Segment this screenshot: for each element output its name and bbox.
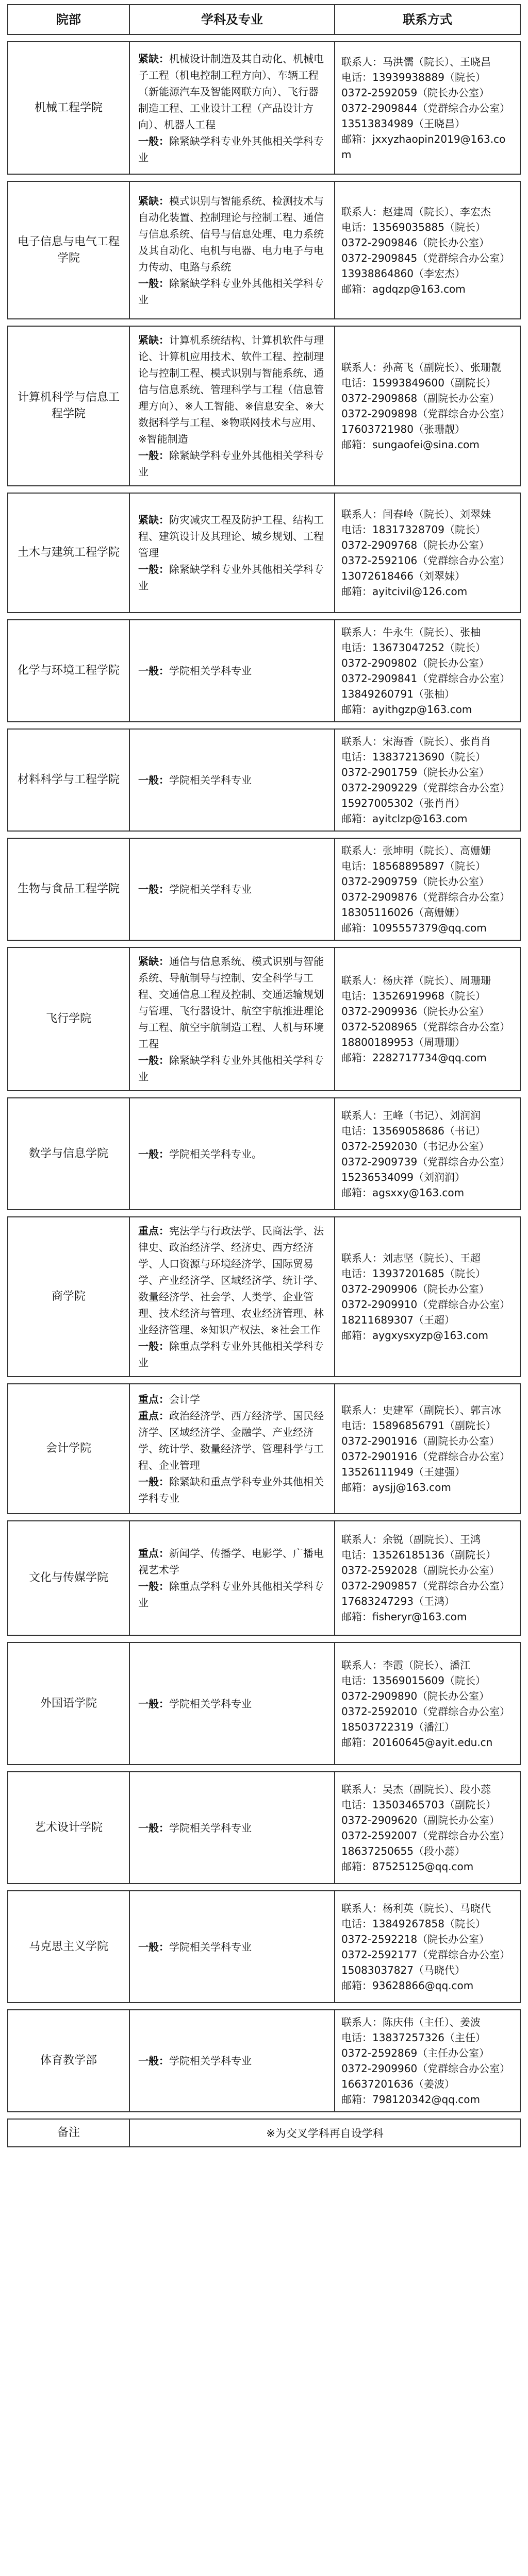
discipline-paragraph — [138, 275, 326, 308]
table-row — [7, 838, 521, 941]
discipline-label: 一般： — [138, 1340, 169, 1352]
table-row — [7, 1520, 521, 1636]
contact-line: 0372-2592106（党群综合办公室） — [341, 554, 510, 567]
contact-line: 电话：13503465703（副院长） — [341, 1798, 496, 1811]
contact-line: 18211689307（王超） — [341, 1314, 455, 1326]
discipline-paragraph — [138, 50, 326, 133]
contact-line: 0372-2909845（党群综合办公室） — [341, 251, 510, 264]
discipline-paragraph — [138, 561, 326, 594]
contact-line: 联系人：宋海香（院长）、张肖肖 — [341, 735, 491, 748]
contact-line: 16637201636（姜波） — [341, 2078, 455, 2090]
discipline-cell — [130, 1643, 335, 1764]
discipline-paragraph — [138, 447, 326, 480]
discipline-label: 一般： — [138, 1697, 169, 1710]
contact-line: 联系人：马洪儒（院长）、王晓昌 — [341, 55, 491, 68]
discipline-paragraph — [138, 1820, 326, 1836]
contact-line: 0372-2592007（党群综合办公室） — [341, 1829, 510, 1842]
discipline-text: 机械设计制造及其自动化、机械电子工程（机电控制工程方向）、车辆工程（新能源汽车及智能网联方向）、飞行器制造工程、工业设计工程（产品设计方向）、机器人工程 — [138, 52, 324, 131]
discipline-paragraph — [138, 332, 326, 447]
contact-line: 0372-2909857（党群综合办公室） — [341, 1580, 510, 1592]
discipline-text: 模式识别与智能系统、检测技术与自动化装置、控制理论与控制工程、通信与信息系统、信号与信息处理、电力系统及其自动化、电机与电器、电力电子与电力传动、电路与系统 — [138, 194, 324, 273]
contact-line: 0372-2909229（党群综合办公室） — [341, 782, 510, 794]
department-name: 数学与信息学院 — [8, 1098, 130, 1209]
contact-line: 0372-2909876（党群综合办公室） — [341, 891, 510, 903]
discipline-label: 一般： — [138, 2055, 169, 2067]
contact-line: 联系人：闫春岭（院长）、刘翠妹 — [341, 508, 491, 520]
discipline-text: 学院相关学科专业。 — [169, 1147, 262, 1160]
contact-line: 15927005302（张肖肖） — [341, 797, 465, 809]
contact-line: 电话：13526919968（院长） — [341, 990, 486, 1002]
contact-cell — [335, 1384, 520, 1513]
contact-line: 0372-2909890（院长办公室） — [341, 1689, 490, 1702]
discipline-label: 一般： — [138, 449, 169, 462]
contact-line: 0372-2909844（党群综合办公室） — [341, 101, 510, 114]
table-row — [7, 2009, 521, 2112]
discipline-paragraph — [138, 1146, 326, 1162]
discipline-paragraph — [138, 1473, 326, 1506]
department-name: 会计学院 — [8, 1384, 130, 1513]
contact-line: 0372-2909906（院长办公室） — [341, 1283, 490, 1295]
discipline-text: 学院相关学科专业 — [169, 774, 252, 786]
department-name: 机械工程学院 — [8, 42, 130, 174]
discipline-label: 一般： — [138, 1054, 169, 1066]
discipline-text: 防灾减灾工程及防护工程、结构工程、建筑设计及其理论、城乡规划、工程管理 — [138, 514, 324, 559]
contact-line: 15083037827（马晓代） — [341, 1963, 465, 1976]
discipline-label: 一般： — [138, 774, 169, 786]
table-row — [7, 181, 521, 319]
discipline-paragraph — [138, 512, 326, 561]
contact-line: 13513834989（王晓昌） — [341, 117, 465, 130]
table-header — [7, 4, 521, 35]
contact-line: 联系人：刘志坚（院长）、王超 — [341, 1252, 481, 1264]
discipline-label: 一般： — [138, 277, 169, 290]
contact-line: 0372-2909841（党群综合办公室） — [341, 672, 510, 685]
table-row — [7, 41, 521, 175]
table-row — [7, 1383, 521, 1514]
contact-cell — [335, 327, 520, 485]
discipline-text: 学院相关学科专业 — [169, 1821, 252, 1834]
header-contact: 联系方式 — [403, 12, 452, 27]
contact-line: 电话：15896856791（副院长） — [341, 1419, 496, 1432]
contact-line: 联系人：孙高飞（副院长）、张珊靓 — [341, 361, 501, 374]
department-name: 土木与建筑工程学院 — [8, 494, 130, 612]
contact-line: 联系人：李霞（院长）、潘江 — [341, 1658, 470, 1671]
discipline-paragraph — [138, 1223, 326, 1338]
contact-line: 0372-2592059（院长办公室） — [341, 86, 490, 99]
contact-line: 联系人：王峰（书记）、刘润润 — [341, 1109, 481, 1122]
discipline-label: 紧缺： — [138, 52, 169, 65]
contact-line: 电话：13849267858（院长） — [341, 1917, 486, 1930]
department-name: 艺术设计学院 — [8, 1772, 130, 1883]
table-row — [7, 1216, 521, 1377]
contact-cell — [335, 1891, 520, 2002]
contact-cell — [335, 730, 520, 831]
contact-line: 0372-2592030（书记办公室） — [341, 1140, 490, 1153]
contact-line: 联系人：张坤明（院长）、高姗姗 — [341, 844, 491, 857]
contact-email: 邮箱：798120342@qq.com — [341, 2093, 480, 2106]
contact-line: 联系人：余锐（副院长）、王鸿 — [341, 1533, 481, 1546]
contact-line: 电话：18317328709（院长） — [341, 523, 486, 536]
contact-line: 联系人：陈庆伟（主任）、姜波 — [341, 2016, 481, 2028]
contact-cell — [335, 1098, 520, 1209]
contact-line: 0372-2592010（党群综合办公室） — [341, 1705, 510, 1718]
discipline-text: 除紧缺学科专业外其他相关学科专业 — [138, 277, 324, 306]
discipline-cell — [130, 1217, 335, 1376]
recruitment-table — [7, 4, 521, 2147]
discipline-label: 一般： — [138, 563, 169, 575]
contact-line: 0372-5208965（党群综合办公室） — [341, 1021, 510, 1033]
department-name: 化学与环境工程学院 — [8, 620, 130, 721]
contact-email: 邮箱：jxxyzhaopin2019@163.com — [341, 132, 506, 161]
contact-line: 电话：13937201685（院长） — [341, 1267, 486, 1280]
discipline-text: 计算机系统结构、计算机软件与理论、计算机应用技术、软件工程、控制理论与控制工程、模式识别与智能系统、通信与信息系统、管理科学与工程（信息管理方向）、※人工智能、※信息安全、※大数据科学与工程、※物联网技术与应用、※智能制造 — [138, 334, 324, 445]
department-name: 材料科学与工程学院 — [8, 730, 130, 831]
discipline-text: 学院相关学科专业 — [169, 1940, 252, 1953]
contact-line: 联系人：史建军（副院长）、郭言冰 — [341, 1404, 501, 1416]
discipline-text: 除紧缺学科专业外其他相关学科专业 — [138, 1054, 324, 1083]
contact-line: 0372-2909960（党群综合办公室） — [341, 2062, 510, 2075]
contact-email: 邮箱：aygxysxyzp@163.com — [341, 1329, 488, 1342]
contact-line: 联系人：杨利英（院长）、马晓代 — [341, 1902, 491, 1914]
discipline-label: 一般： — [138, 883, 169, 895]
discipline-text: 学院相关学科专业 — [169, 1697, 252, 1710]
contact-email: 邮箱：93628866@qq.com — [341, 1979, 474, 1992]
header-department: 院部 — [8, 5, 130, 34]
discipline-cell — [130, 1098, 335, 1209]
discipline-paragraph — [138, 663, 326, 679]
table-body — [7, 41, 521, 2112]
table-row — [7, 1097, 521, 1210]
discipline-cell — [130, 494, 335, 612]
discipline-paragraph — [138, 1696, 326, 1712]
discipline-text: 除紧缺学科专业外其他相关学科专业 — [138, 134, 324, 164]
contact-cell — [335, 2010, 520, 2111]
discipline-text: 除紧缺学科专业外其他相关学科专业 — [138, 449, 324, 478]
department-name: 马克思主义学院 — [8, 1891, 130, 2002]
discipline-text: 学院相关学科专业 — [169, 665, 252, 677]
contact-line: 电话：13939938889（院长） — [341, 71, 486, 83]
department-name: 计算机科学与信息工程学院 — [8, 327, 130, 485]
table-row — [7, 1642, 521, 1765]
contact-line: 0372-2592177（党群综合办公室） — [341, 1948, 510, 1961]
contact-email: 邮箱：sungaofei@sina.com — [341, 438, 480, 451]
table-row — [7, 619, 521, 722]
contact-line: 13072618466（刘翠妹） — [341, 570, 465, 582]
discipline-cell — [130, 2010, 335, 2111]
discipline-paragraph — [138, 1052, 326, 1085]
discipline-paragraph — [138, 1545, 326, 1578]
table-row — [7, 1771, 521, 1884]
discipline-label: 一般： — [138, 1476, 169, 1488]
contact-email: 邮箱：ayitclzp@163.com — [341, 812, 468, 825]
discipline-paragraph — [138, 953, 326, 1052]
discipline-cell — [130, 182, 335, 318]
contact-line: 电话：15993849600（副院长） — [341, 377, 496, 389]
table-row — [7, 947, 521, 1091]
contact-line: 0372-2909739（党群综合办公室） — [341, 1155, 510, 1168]
contact-email: 邮箱：1095557379@qq.com — [341, 922, 487, 934]
discipline-paragraph — [138, 1338, 326, 1371]
discipline-text: 宪法学与行政法学、民商法学、法律史、政治经济学、经济史、西方经济学、人口资源与环境经济学、国际贸易学、产业经济学、区域经济学、统计学、数量经济学、社会学、人类学、企业管理、技术经济与管理、农业经济管理、林业经济管理、※知识产权法、※社会工作 — [138, 1225, 324, 1336]
table-row — [7, 493, 521, 613]
discipline-text: 新闻学、传播学、电影学、广播电视艺术学 — [138, 1547, 324, 1576]
contact-line: 0372-2909910（党群综合办公室） — [341, 1298, 510, 1311]
discipline-paragraph — [138, 1578, 326, 1611]
contact-email: 邮箱：2282717734@qq.com — [341, 1052, 487, 1064]
discipline-label: 重点： — [138, 1547, 169, 1560]
contact-line: 电话：13837213690（院长） — [341, 751, 486, 763]
discipline-label: 重点： — [138, 1410, 169, 1422]
contact-line: 0372-2901916（党群综合办公室） — [341, 1450, 510, 1463]
contact-line: 0372-2909936（院长办公室） — [341, 1005, 490, 1018]
discipline-cell — [130, 620, 335, 721]
discipline-text: 除重点学科专业外其他相关学科专业 — [138, 1580, 324, 1609]
contact-line: 0372-2909620（副院长办公室） — [341, 1814, 500, 1826]
department-name: 文化与传媒学院 — [8, 1521, 130, 1635]
contact-line: 0372-2592869（主任办公室） — [341, 2047, 490, 2059]
discipline-text: 除紧缺和重点学科专业外其他相关学科专业 — [138, 1476, 324, 1504]
contact-line: 电话：13837257326（主任） — [341, 2031, 486, 2044]
contact-cell — [335, 182, 520, 318]
discipline-cell — [130, 1384, 335, 1513]
discipline-paragraph — [138, 2053, 326, 2069]
discipline-label: 一般： — [138, 134, 169, 147]
contact-email: 邮箱：87525125@qq.com — [341, 1860, 474, 1873]
contact-line: 联系人：杨庆祥（院长）、周珊珊 — [341, 974, 491, 987]
discipline-cell — [130, 42, 335, 174]
contact-line: 0372-2909898（党群综合办公室） — [341, 408, 510, 420]
contact-cell — [335, 1217, 520, 1376]
contact-line: 0372-2909802（院长办公室） — [341, 657, 490, 669]
discipline-text: 学院相关学科专业 — [169, 2055, 252, 2067]
contact-line: 13938864860（李宏杰） — [341, 267, 465, 280]
contact-cell — [335, 1772, 520, 1883]
department-name: 体育教学部 — [8, 2010, 130, 2111]
contact-cell — [335, 1643, 520, 1764]
contact-cell — [335, 948, 520, 1090]
discipline-label: 一般： — [138, 665, 169, 677]
contact-line: 0372-2592028（副院长办公室） — [341, 1564, 500, 1577]
contact-line: 17603721980（张珊靓） — [341, 423, 465, 435]
discipline-text: 政治经济学、西方经济学、国民经济学、区域经济学、金融学、产业经济学、统计学、数量经济学、管理科学与工程、企业管理 — [138, 1410, 324, 1471]
contact-line: 0372-2901759（院长办公室） — [341, 766, 490, 778]
contact-line: 13849260791（张柚） — [341, 688, 455, 700]
contact-line: 18503722319（潘江） — [341, 1720, 455, 1733]
contact-line: 18800189953（周珊珊） — [341, 1036, 465, 1048]
discipline-text: 除紧缺学科专业外其他相关学科专业 — [138, 563, 324, 592]
contact-line: 联系人：赵建周（院长）、李宏杰 — [341, 205, 491, 218]
department-name: 生物与食品工程学院 — [8, 839, 130, 940]
contact-email: 邮箱：agsxxy@163.com — [341, 1186, 465, 1199]
department-name: 外国语学院 — [8, 1643, 130, 1764]
department-name: 电子信息与电气工程学院 — [8, 182, 130, 318]
contact-cell — [335, 1521, 520, 1635]
discipline-paragraph — [138, 1391, 326, 1408]
contact-line: 电话：13526185136（副院长） — [341, 1549, 496, 1561]
contact-line: 17683247293（王鸿） — [341, 1595, 455, 1607]
contact-email: 邮箱：fisheryr@163.com — [341, 1611, 467, 1623]
discipline-label: 紧缺： — [138, 334, 169, 346]
discipline-label: 重点： — [138, 1225, 169, 1237]
discipline-paragraph — [138, 1939, 326, 1955]
contact-line: 电话：13569058686（书记） — [341, 1124, 486, 1137]
table-row — [7, 728, 521, 832]
discipline-label: 一般： — [138, 1821, 169, 1834]
contact-email: 邮箱：ayithgzp@163.com — [341, 703, 472, 716]
header-discipline: 学科及专业 — [130, 5, 335, 34]
discipline-text: 除重点学科专业外其他相关学科专业 — [138, 1340, 324, 1369]
discipline-paragraph — [138, 1408, 326, 1473]
discipline-cell — [130, 948, 335, 1090]
discipline-cell — [130, 839, 335, 940]
discipline-cell — [130, 1891, 335, 2002]
discipline-text: 会计学 — [169, 1393, 200, 1405]
contact-line: 13526111949（王建强） — [341, 1466, 465, 1478]
discipline-paragraph — [138, 881, 326, 897]
discipline-cell — [130, 327, 335, 485]
discipline-cell — [130, 730, 335, 831]
discipline-cell — [130, 1521, 335, 1635]
discipline-label: 一般： — [138, 1147, 169, 1160]
contact-cell — [335, 42, 520, 174]
discipline-label: 紧缺： — [138, 955, 169, 968]
contact-line: 联系人：牛永生（院长）、张柚 — [341, 626, 481, 638]
contact-line: 电话：13569035885（院长） — [341, 221, 486, 233]
contact-line: 联系人：吴杰（副院长）、段小蕊 — [341, 1783, 491, 1795]
contact-line: 0372-2909768（院长办公室） — [341, 539, 490, 551]
discipline-text: 学院相关学科专业 — [169, 883, 252, 895]
table-row — [7, 1890, 521, 2003]
discipline-paragraph — [138, 133, 326, 166]
contact-line: 电话：13569015609（院长） — [341, 1674, 486, 1687]
discipline-paragraph — [138, 193, 326, 275]
contact-cell — [335, 620, 520, 721]
contact-line: 电话：18568895897（院长） — [341, 860, 486, 872]
contact-line: 0372-2909846（院长办公室） — [341, 236, 490, 249]
contact-line: 18305116026（高姗姗） — [341, 906, 465, 919]
contact-line: 0372-2901916（副院长办公室） — [341, 1435, 500, 1447]
contact-line: 0372-2909759（院长办公室） — [341, 875, 490, 888]
contact-email: 邮箱：aysjj@163.com — [341, 1481, 451, 1494]
table-row — [7, 326, 521, 486]
department-name: 商学院 — [8, 1217, 130, 1376]
discipline-cell — [130, 1772, 335, 1883]
contact-line: 18637250655（段小蕊） — [341, 1844, 465, 1857]
discipline-label: 一般： — [138, 1580, 169, 1592]
contact-cell — [335, 839, 520, 940]
discipline-label: 重点： — [138, 1393, 169, 1405]
contact-email: 邮箱：agdqzp@163.com — [341, 282, 466, 295]
footer-note: ※为交叉学科再自设学科 — [266, 2127, 384, 2140]
footer-label: 备注 — [8, 2120, 130, 2146]
discipline-label: 紧缺： — [138, 514, 169, 526]
contact-email: 邮箱：ayitcivil@126.com — [341, 585, 468, 598]
contact-line: 0372-2592218（院长办公室） — [341, 1933, 490, 1945]
contact-email: 邮箱：20160645@ayit.edu.cn — [341, 1736, 493, 1749]
contact-line: 15236534099（刘润润） — [341, 1171, 465, 1183]
discipline-label: 一般： — [138, 1940, 169, 1953]
contact-line: 电话：13673047252（院长） — [341, 641, 486, 654]
discipline-label: 紧缺： — [138, 194, 169, 207]
contact-line: 0372-2909868（副院长办公室） — [341, 392, 500, 404]
table-footer — [7, 2119, 521, 2147]
discipline-paragraph — [138, 772, 326, 788]
contact-cell — [335, 494, 520, 612]
department-name: 飞行学院 — [8, 948, 130, 1090]
discipline-text: 通信与信息系统、模式识别与智能系统、导航制导与控制、安全科学与工程、交通信息工程及控制、交通运输规划与管理、飞行器设计、航空宇航推进理论与工程、航空宇航制造工程、人机与环境工程 — [138, 955, 324, 1050]
